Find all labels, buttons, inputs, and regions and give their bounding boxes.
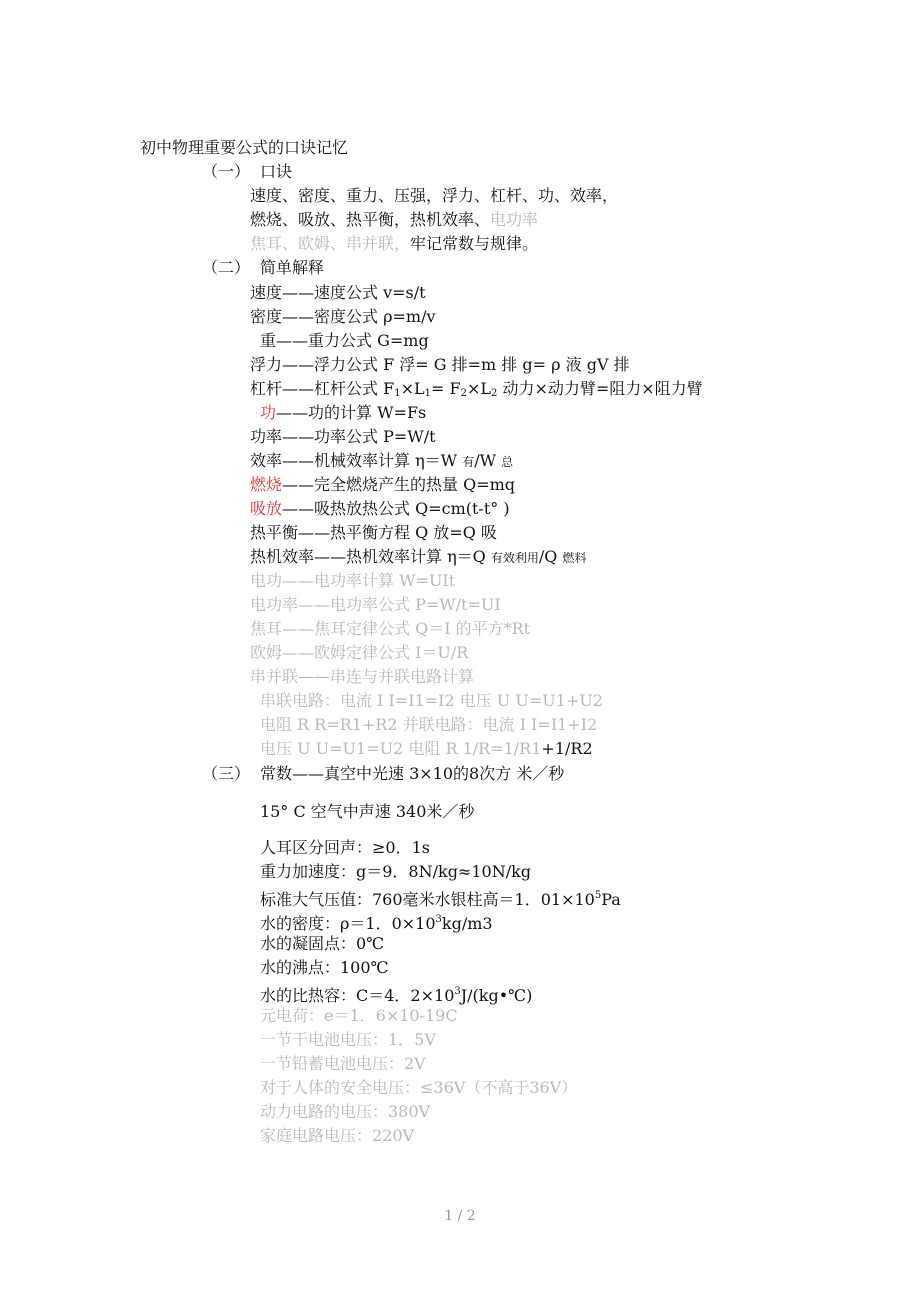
specific-heat-part-a: 水的比热容：C＝4．2×10: [260, 986, 455, 1005]
rhyme-line-3-text: 牢记常数与规律。: [410, 234, 539, 253]
formula-heat-balance: 热平衡——热平衡方程 Q 放=Q 吸: [250, 523, 497, 542]
section3-label: （三）: [202, 764, 251, 783]
atm-part-b: Pa: [601, 890, 621, 909]
lever-sub-4: 2: [490, 388, 498, 399]
formula-electric-power: 电功率——电功率公式 P=W/t=UI: [250, 595, 501, 614]
efficiency-sub-1: 有: [462, 455, 475, 469]
parallel-black-text: +1/R2: [541, 739, 593, 758]
constant-dry-battery: 一节干电池电压：1．5V: [260, 1030, 436, 1049]
constant-atmospheric-pressure: [260, 886, 621, 910]
constant-water-density: [260, 910, 493, 934]
rhyme-line-2: [250, 210, 538, 230]
constant-light-speed: 常数——真空中光速 3×10的8次方 米／秒: [260, 764, 565, 783]
rhyme-line-3-gray: 焦耳、欧姆、串并联，: [250, 234, 411, 253]
parallel-gray-text: 电压 U U=U1=U2 电阻 R 1/R=1/R1: [260, 739, 542, 758]
lever-part-b: ×L: [400, 379, 425, 398]
section1-heading: 口诀: [260, 162, 293, 181]
lever-sub-1: 1: [394, 388, 401, 399]
formula-engine-efficiency: [250, 547, 587, 568]
atm-sup: 5: [594, 890, 602, 901]
constant-sound-speed: 15° C 空气中声速 340米／秒: [260, 802, 475, 821]
document-title: 初中物理重要公式的口诀记忆: [140, 138, 349, 157]
formula-series-parallel: 串并联——串连与并联电路计算: [250, 667, 475, 686]
formula-ohm: 欧姆——欧姆定律公式 I＝U/R: [250, 643, 469, 662]
water-density-sup: 3: [435, 914, 442, 925]
constant-safe-voltage: 对于人体的安全电压：≤36V（不高于36V）: [260, 1078, 578, 1097]
constant-freezing-point: 水的凝固点：0℃: [260, 934, 385, 953]
heat-exchange-term: 吸放: [250, 499, 283, 518]
section1-label: （一）: [202, 162, 251, 181]
efficiency-sub-2: 总: [501, 455, 514, 469]
work-term: 功: [260, 403, 277, 422]
constant-power-circuit: 动力电路的电压：380V: [260, 1102, 431, 1121]
lever-sub-2: 1: [424, 388, 431, 399]
section2-heading: 简单解释: [260, 258, 325, 277]
constant-specific-heat: [260, 982, 532, 1006]
lever-part-a: 杠杆——杠杆公式 F: [250, 379, 395, 398]
formula-heat-exchange: [250, 499, 510, 519]
lever-part-d: ×L: [466, 379, 491, 398]
constant-elementary-charge: 元电荷：e＝1．6×10-19C: [260, 1006, 458, 1025]
series-circuit-line-1: 串联电路：电流 I I=I1=I2 电压 U U=U1+U2: [260, 691, 603, 710]
page-number: 1 / 2: [444, 1208, 476, 1224]
formula-lever: [250, 379, 703, 404]
lever-sub-3: 2: [460, 388, 467, 399]
constant-lead-battery: 一节铅蓄电池电压：2V: [260, 1054, 426, 1073]
engine-efficiency-sub-2: 燃料: [562, 551, 587, 565]
rhyme-line-2-text: 燃烧、吸放、热平衡，热机效率、: [250, 210, 491, 229]
combustion-rest: ——完全燃烧产生的热量 Q=mq: [282, 475, 516, 494]
specific-heat-part-b: J/(kg•℃): [460, 986, 533, 1005]
formula-joule: 焦耳——焦耳定律公式 Q＝I 的平方*Rt: [250, 619, 531, 638]
constant-boiling-point: 水的沸点：100℃: [260, 958, 389, 977]
formula-power: 功率——功率公式 P=W/t: [250, 427, 436, 446]
formula-gravity: 重——重力公式 G=mg: [260, 331, 429, 350]
specific-heat-sup: 3: [454, 986, 461, 997]
water-density-part-a: 水的密度：ρ＝1．0×10: [260, 914, 436, 933]
rhyme-line-2-gray: 电功率: [490, 210, 539, 229]
work-rest: ——功的计算 W=Fs: [276, 403, 427, 422]
formula-buoyancy: 浮力——浮力公式 F 浮= G 排=m 排 g= ρ 液 gV 排: [250, 355, 630, 374]
engine-efficiency-sub-1: 有效利用: [490, 551, 539, 565]
parallel-circuit-line: [260, 739, 593, 759]
series-circuit-line-2: 电阻 R R=R1+R2 并联电路：电流 I I=I1+I2: [260, 715, 598, 734]
combustion-term: 燃烧: [250, 475, 283, 494]
lever-part-c: = F: [430, 379, 461, 398]
formula-combustion: [250, 475, 515, 495]
efficiency-part-a: 效率——机械效率计算 η＝W: [250, 451, 463, 470]
engine-efficiency-part-b: /Q: [538, 547, 563, 566]
formula-electric-work: 电功——电功率计算 W=UIt: [250, 571, 456, 590]
formula-work: [260, 403, 426, 423]
engine-efficiency-part-a: 热机效率——热机效率计算 η＝Q: [250, 547, 491, 566]
formula-efficiency: [250, 451, 513, 472]
heat-exchange-rest: ——吸热放热公式 Q=cm(t-t° ): [282, 499, 510, 518]
formula-density: 密度——密度公式 ρ=m/v: [250, 307, 436, 326]
efficiency-part-b: /W: [474, 451, 502, 470]
constant-gravity-acceleration: 重力加速度：g＝9．8N/kg≈10N/kg: [260, 862, 532, 881]
constant-home-voltage: 家庭电路电压：220V: [260, 1126, 415, 1145]
atm-part-a: 标准大气压值：760毫米水银柱高＝1．01×10: [260, 890, 595, 909]
constant-echo: 人耳区分回声：≥0．1s: [260, 838, 430, 857]
lever-part-e: 动力×动力臂=阻力×阻力臂: [497, 379, 703, 398]
formula-speed: 速度——速度公式 v=s/t: [250, 283, 426, 302]
water-density-part-b: kg/m3: [441, 914, 493, 933]
rhyme-line-3: [250, 234, 538, 254]
rhyme-line-1: 速度、密度、重力、压强，浮力、杠杆、功、效率，: [250, 186, 619, 205]
section2-label: （二）: [202, 258, 251, 277]
